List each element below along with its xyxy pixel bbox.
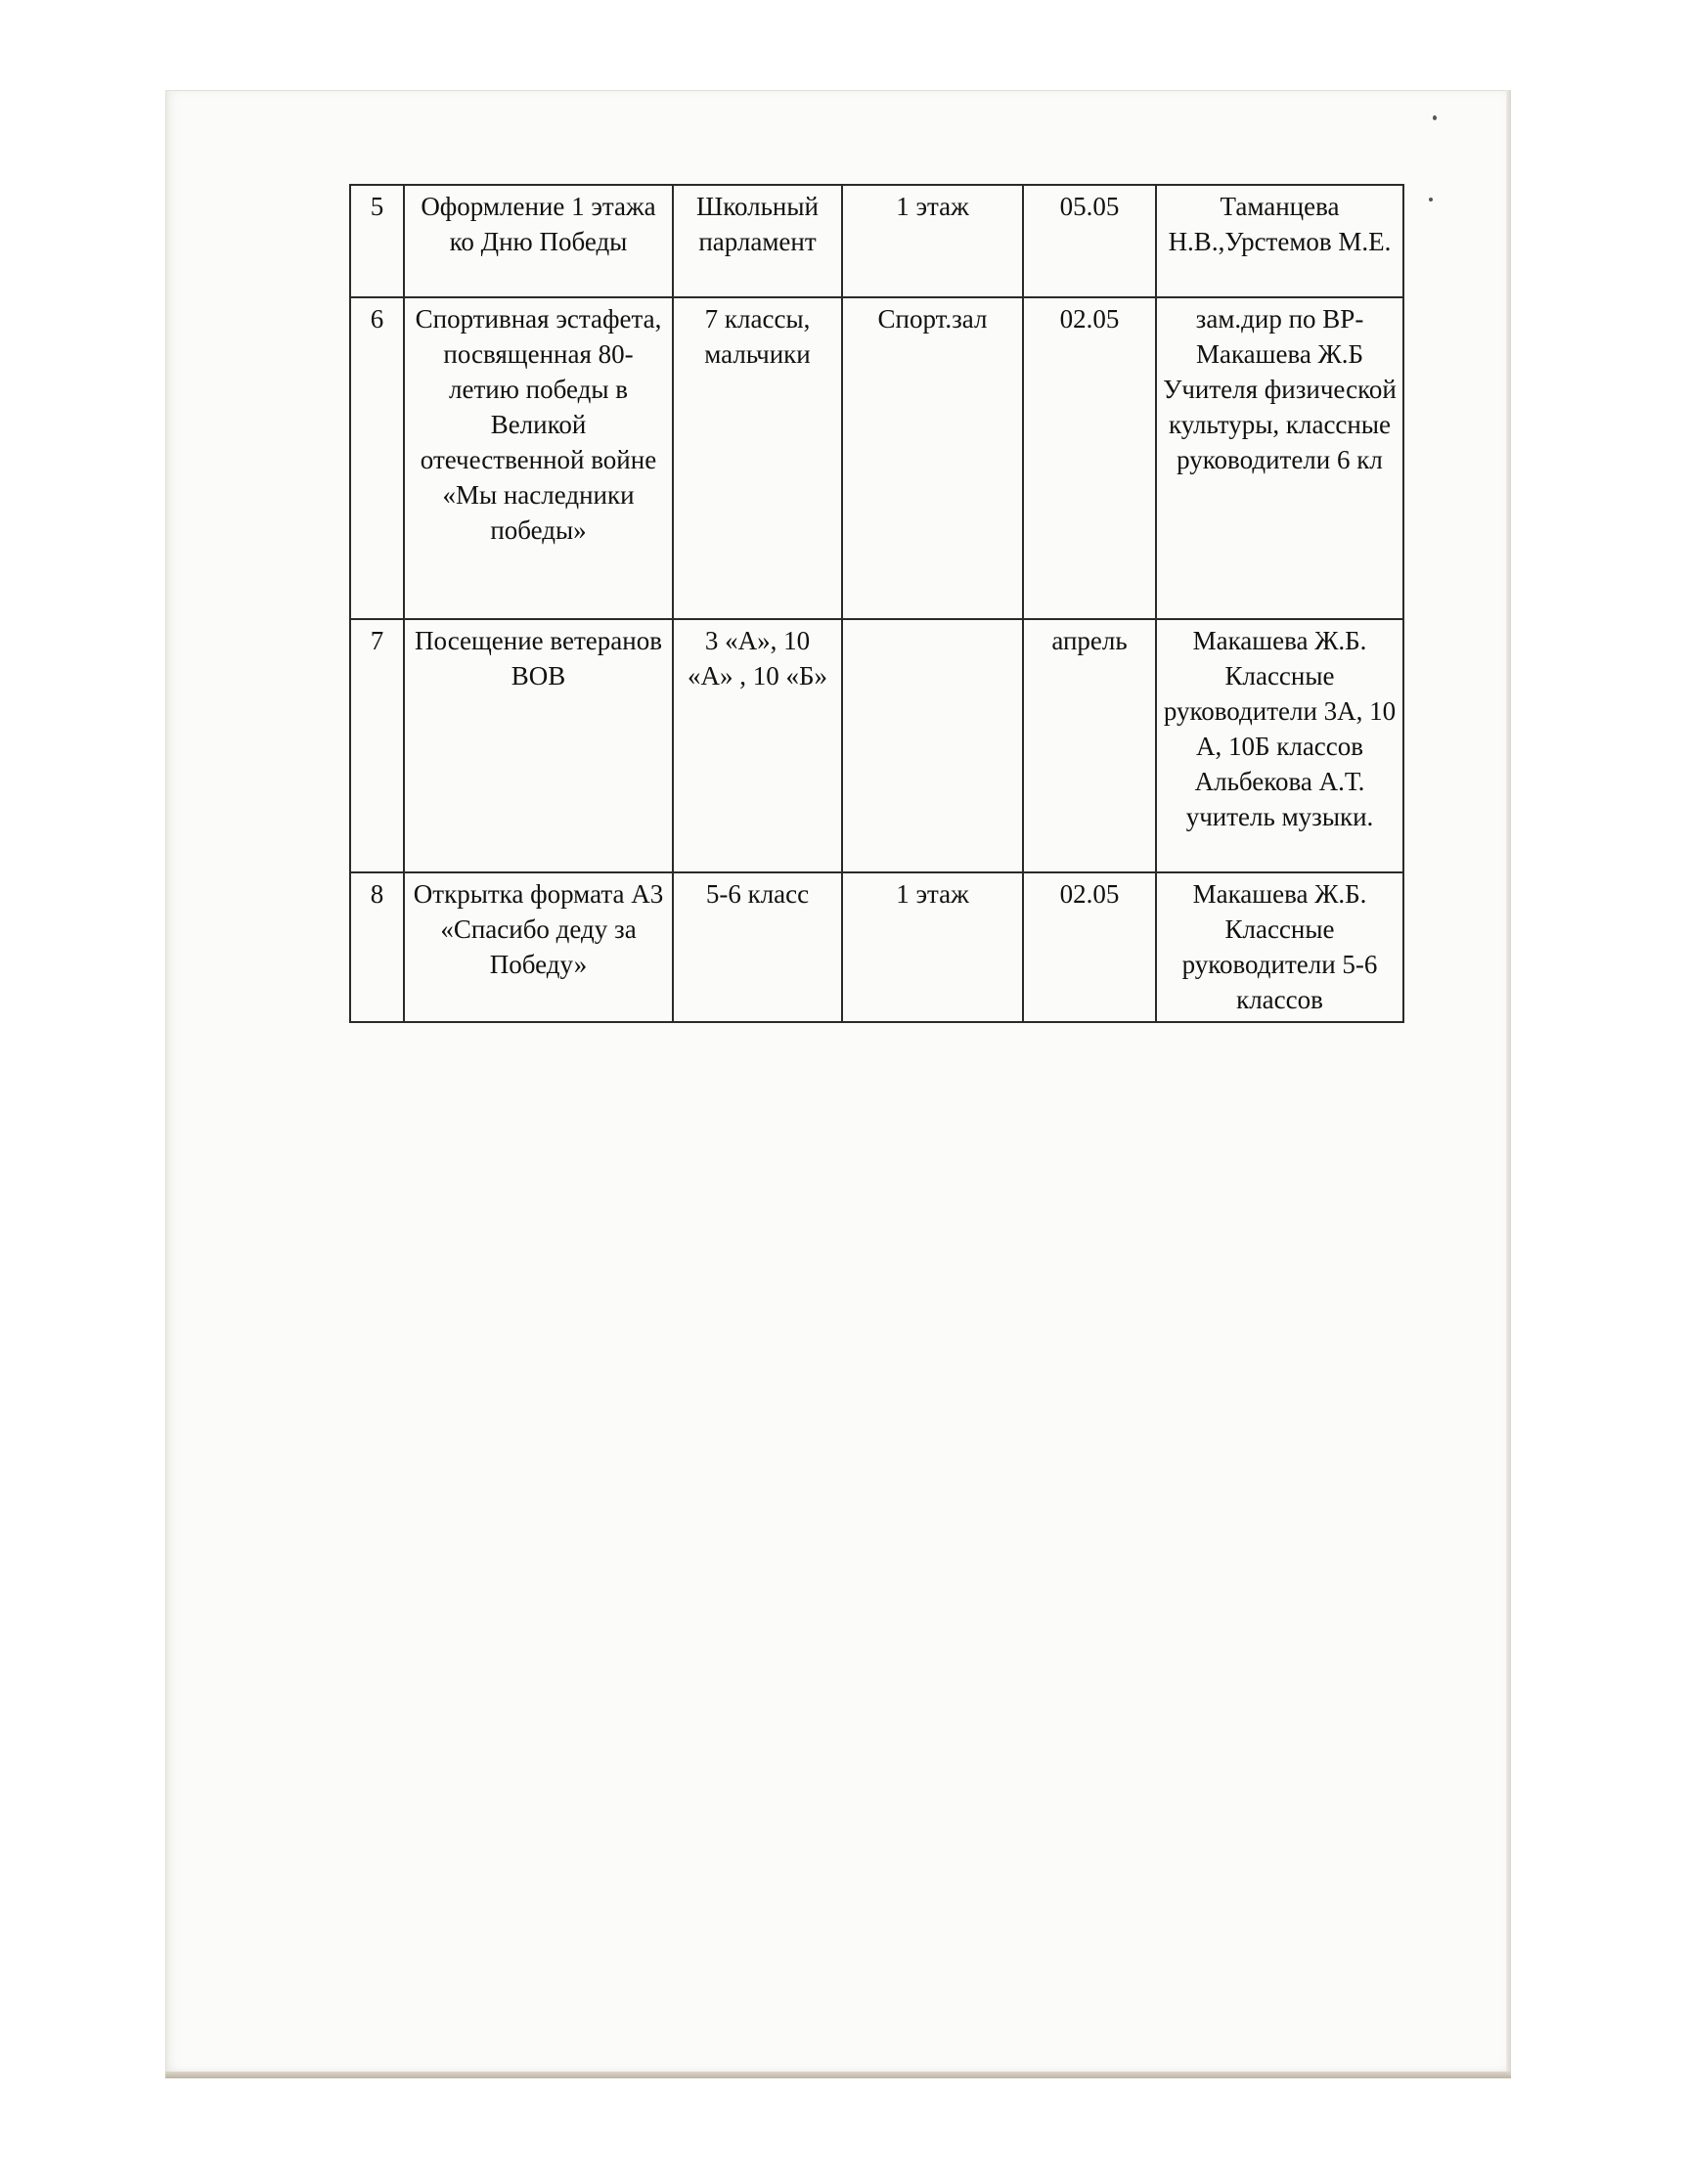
table-row	[350, 185, 1403, 297]
row-number-cell	[350, 297, 404, 619]
page-edge-bottom	[165, 2072, 1511, 2078]
date: 05.05	[1059, 192, 1120, 221]
responsible-cell	[1156, 185, 1403, 297]
responsible: зам.дир по ВР-Макашева Ж.Б Учителя физической культуры, классные руководители 6 кл	[1163, 304, 1397, 474]
place: 1 этаж	[896, 192, 969, 221]
place-cell	[842, 297, 1023, 619]
page-edge-right	[1506, 90, 1511, 2078]
responsible: Таманцева Н.В.,Урстемов М.Е.	[1168, 192, 1392, 256]
scan-speck	[1433, 115, 1437, 120]
row-number-cell	[350, 619, 404, 872]
row-number: 6	[370, 304, 384, 334]
row-number: 8	[370, 879, 384, 909]
event-name: Посещение ветеранов ВОВ	[415, 626, 662, 691]
date-cell	[1023, 185, 1156, 297]
date-cell	[1023, 619, 1156, 872]
events-table	[349, 184, 1404, 1023]
participants: 5-6 класс	[705, 879, 810, 909]
row-number-cell	[350, 185, 404, 297]
event-name: Открытка формата А3 «Спасибо деду за Победу»	[413, 879, 664, 979]
responsible-cell	[1156, 619, 1403, 872]
scan-speck	[1429, 198, 1433, 201]
table-row	[350, 619, 1403, 872]
place-cell	[842, 619, 1023, 872]
event-cell	[404, 872, 673, 1022]
table-row	[350, 872, 1403, 1022]
participants-cell	[673, 872, 842, 1022]
responsible: Макашева Ж.Б. Классные руководители 5-6 классов	[1181, 879, 1378, 1014]
participants: Школьный парламент	[696, 192, 819, 256]
event-cell	[404, 185, 673, 297]
date-cell	[1023, 872, 1156, 1022]
place-cell	[842, 185, 1023, 297]
participants-cell	[673, 619, 842, 872]
place: Спорт.зал	[877, 304, 988, 334]
event-cell	[404, 619, 673, 872]
date: апрель	[1051, 626, 1128, 655]
row-number: 5	[370, 192, 384, 221]
date: 02.05	[1059, 304, 1120, 334]
date-cell	[1023, 297, 1156, 619]
responsible-cell	[1156, 297, 1403, 619]
table-row	[350, 297, 1403, 619]
responsible: Макашева Ж.Б. Классные руководители 3А, 10 А, 10Б классов Альбекова А.Т. учитель музыки.	[1163, 626, 1397, 831]
participants-cell	[673, 185, 842, 297]
row-number: 7	[370, 626, 384, 655]
place: 1 этаж	[896, 879, 969, 909]
participants: 3 «А», 10 «А» , 10 «Б»	[687, 626, 827, 691]
event-name: Оформление 1 этажа ко Дню Победы	[421, 192, 656, 256]
row-number-cell	[350, 872, 404, 1022]
participants-cell	[673, 297, 842, 619]
responsible-cell	[1156, 872, 1403, 1022]
event-cell	[404, 297, 673, 619]
participants: 7 классы, мальчики	[704, 304, 811, 369]
date: 02.05	[1059, 879, 1120, 909]
place-cell	[842, 872, 1023, 1022]
event-name: Спортивная эстафета, посвященная 80-летию победы в Великой отечественной войне «Мы наследники победы»	[415, 304, 662, 545]
